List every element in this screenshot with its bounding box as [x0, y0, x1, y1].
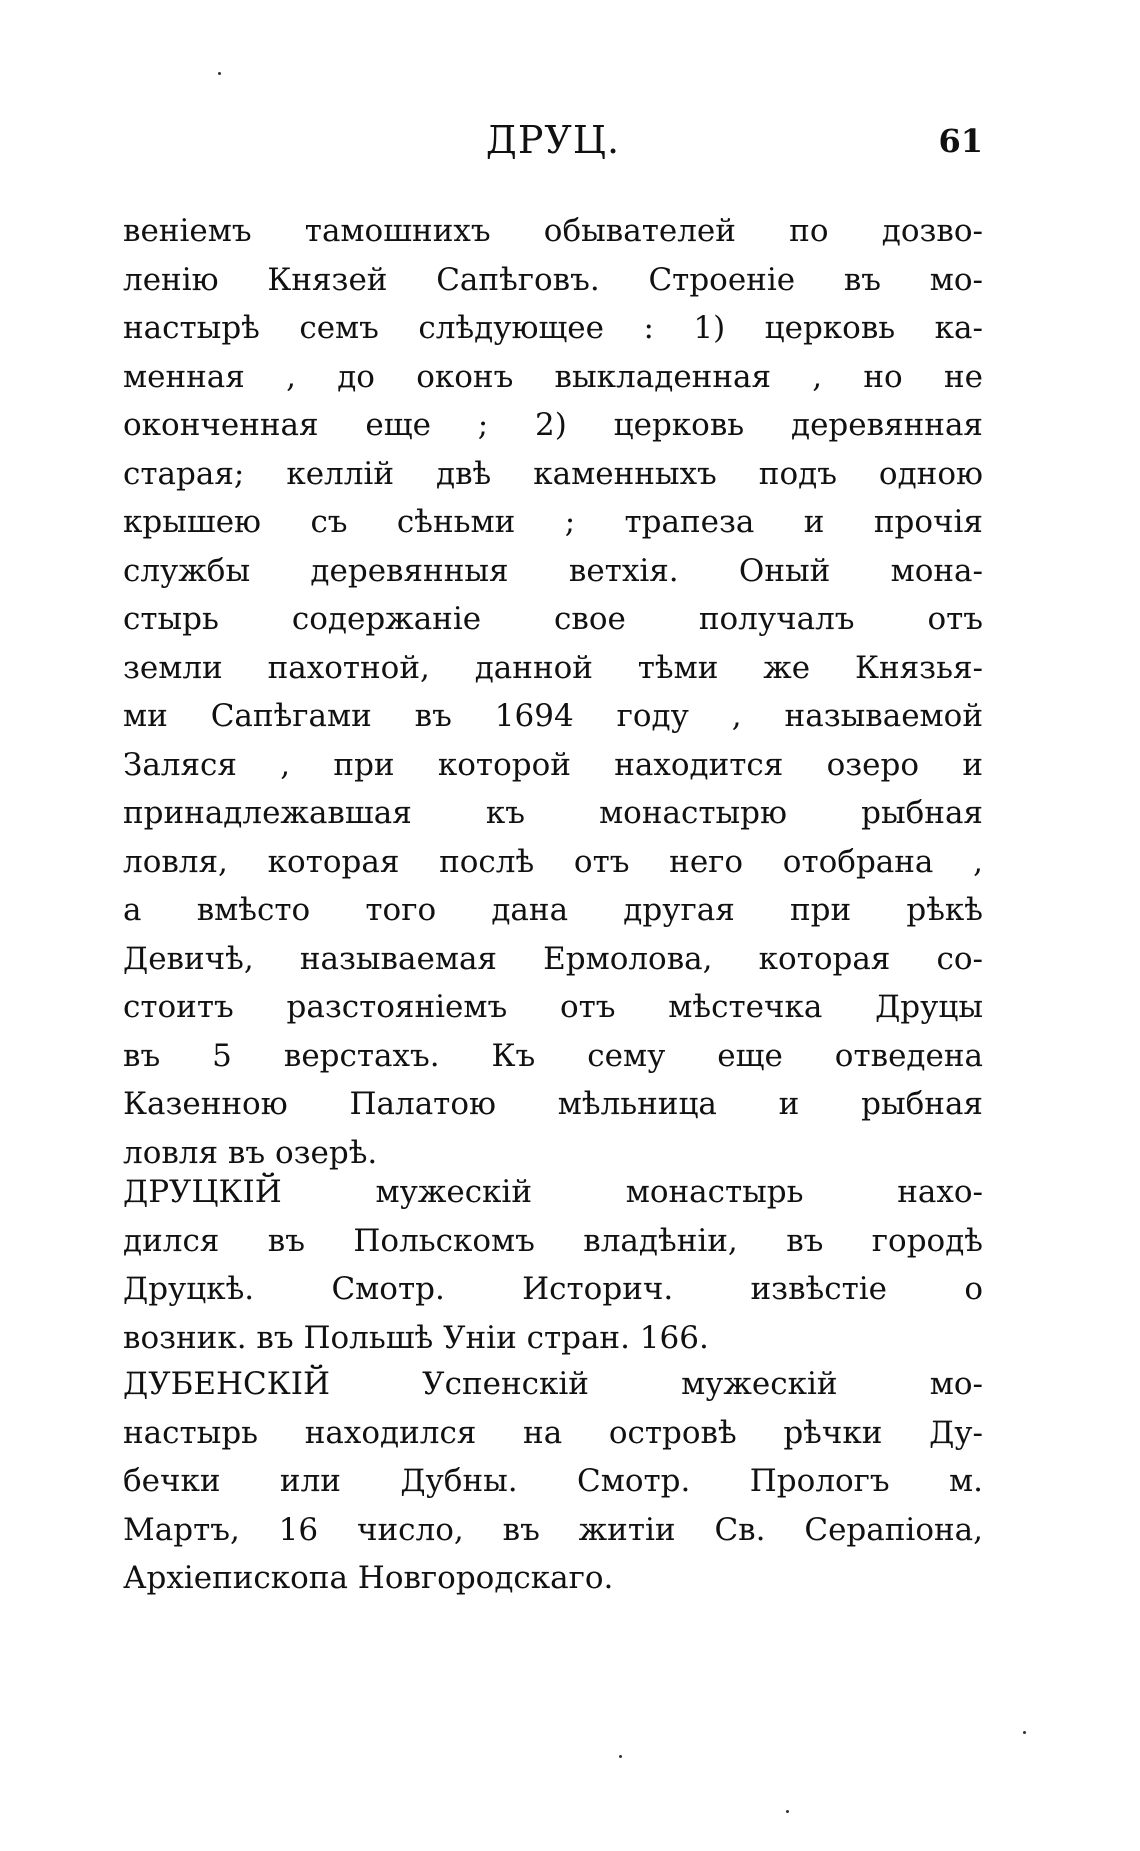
text-line: менная , до оконъ выкладенная , но не	[123, 358, 983, 395]
text-line: дился въ Польскомъ владѣнiи, въ городѣ	[123, 1222, 983, 1259]
text-line: настырь находился на островѣ рѣчки Ду-	[123, 1414, 983, 1451]
print-speck	[1023, 1731, 1026, 1734]
text-line: принадлежавшая къ монастырю рыбная	[123, 795, 983, 831]
running-head	[123, 118, 983, 170]
text-line: земли пахотной, данной тѣми же Князья-	[123, 649, 983, 686]
paragraph-drutsky-monastery	[123, 1168, 983, 1362]
text-line: стырь содержанiе свое получалъ отъ	[123, 601, 983, 637]
text-line: Казенною Палатою мѣльница и рыбная	[123, 1086, 983, 1122]
text-line: крышею съ сѣньми ; трапеза и прочiя	[123, 504, 983, 540]
text-line: въ 5 верстахъ. Къ сему еще отведена	[123, 1037, 983, 1074]
text-line: настырѣ семъ слѣдующее : 1) церковь ка-	[123, 310, 983, 346]
text-line: возник. въ Польшѣ Унiи стран. 166.	[123, 1319, 709, 1356]
text-line: Девичѣ, называемая Ермолова, которая со-	[123, 940, 983, 977]
text-line: венiемъ тамошнихъ обывателей по дозво-	[123, 213, 983, 249]
page-number: 61	[938, 122, 983, 160]
text-line: ДУБЕНСКIЙ Успенскiй мужескiй мо-	[123, 1366, 983, 1402]
text-line: ленiю Князей Сапѣговъ. Строенiе въ мо-	[123, 261, 983, 298]
text-line: оконченная еще ; 2) церковь деревянная	[123, 407, 983, 443]
text-line: ловля, которая послѣ отъ него отобрана ,	[123, 843, 983, 880]
text-line: Заляся , при которой находится озеро и	[123, 746, 983, 783]
text-line: бечки или Дубны. Смотр. Прологъ м.	[123, 1463, 983, 1499]
print-speck	[619, 1755, 622, 1758]
running-head-title: ДРУЦ.	[485, 118, 621, 162]
paragraph-druts-monastery	[123, 207, 983, 1177]
text-line: службы деревянныя ветхiя. Оный мона-	[123, 552, 983, 589]
text-line: Архiепископа Новгородскаго.	[123, 1560, 614, 1596]
text-line: стоитъ разстоянiемъ отъ мѣстечка Друцы	[123, 989, 983, 1025]
print-speck	[218, 72, 221, 75]
text-line: Друцкѣ. Смотр. Историч. извѣстiе о	[123, 1271, 983, 1307]
text-line: ДРУЦКIЙ мужескiй монастырь нахо-	[123, 1174, 983, 1210]
text-line: старая; келлiй двѣ каменныхъ подъ одною	[123, 455, 983, 492]
text-line: ми Сапѣгами въ 1694 году , называемой	[123, 698, 983, 734]
paragraph-dubensky-monastery	[123, 1360, 983, 1603]
text-line: Мартъ, 16 число, въ житiи Св. Серапiона,	[123, 1511, 983, 1548]
print-speck	[786, 1810, 789, 1813]
text-line: а вмѣсто того дана другая при рѣкѣ	[123, 892, 983, 928]
text-line: ловля въ озерѣ.	[123, 1134, 378, 1171]
